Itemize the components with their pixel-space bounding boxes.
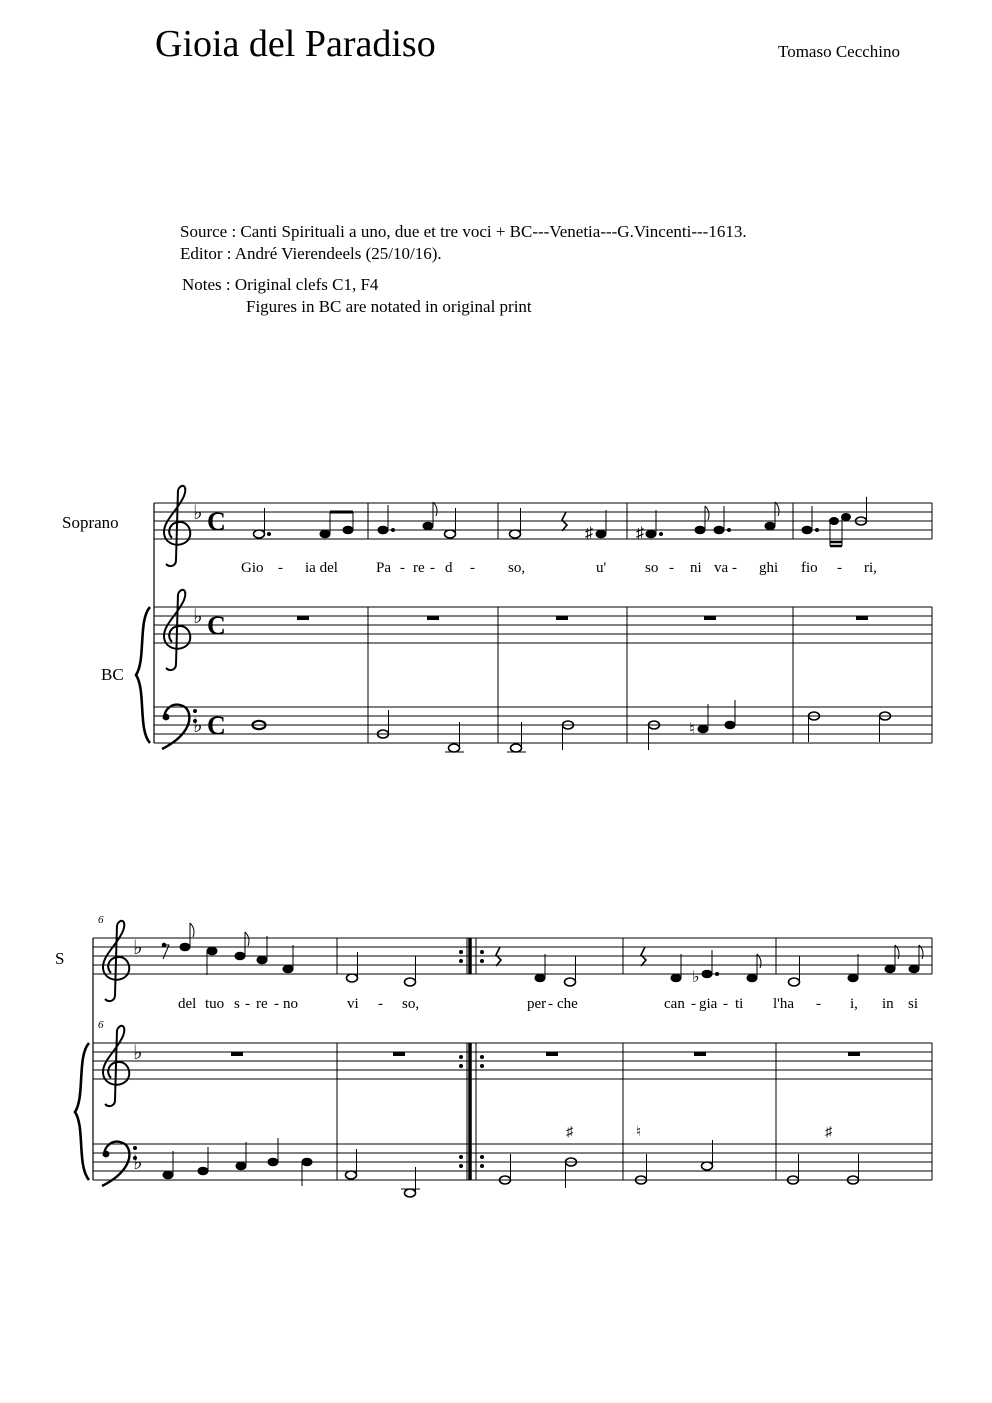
lyric: - xyxy=(691,996,696,1012)
lyric: l'ha xyxy=(773,996,795,1012)
flat-key-icon: ♭ xyxy=(193,715,203,737)
lyric: vi xyxy=(347,996,359,1012)
bc-label: BC xyxy=(101,665,124,684)
grand-staff-brace xyxy=(136,607,150,743)
figure: ♯ xyxy=(566,1125,573,1140)
lyric: - xyxy=(732,560,737,576)
lyric: ia del xyxy=(305,560,338,576)
lyric: - xyxy=(816,996,821,1012)
lyric: gia xyxy=(699,996,718,1012)
lyric: Pa xyxy=(376,560,391,576)
time-signature: C xyxy=(207,507,226,536)
whole-rests xyxy=(231,1052,860,1056)
bc-treble-staff xyxy=(93,1043,932,1180)
figure: ♮ xyxy=(636,1125,642,1140)
lyric: - xyxy=(274,996,279,1012)
soprano-short-label: S xyxy=(55,949,65,968)
lyric: - xyxy=(400,560,405,576)
treble-clef-icon xyxy=(164,590,190,670)
soprano-staff xyxy=(93,938,932,974)
lyric: in xyxy=(882,996,894,1012)
measure-number: 6 xyxy=(98,1019,104,1031)
lyric: - xyxy=(548,996,553,1012)
lyric: ti xyxy=(735,996,744,1012)
lyric: ri, xyxy=(864,560,877,576)
system-2 xyxy=(55,914,932,1197)
lyric: tuo xyxy=(205,996,225,1012)
lyric: che xyxy=(557,996,578,1012)
flat-key-icon: ♭ xyxy=(133,1042,143,1064)
editor-line: Editor : André Vierendeels (25/10/16). xyxy=(180,244,442,263)
bass-notes xyxy=(253,700,891,752)
lyric: - xyxy=(245,996,250,1012)
bc-treble-staff xyxy=(154,607,932,743)
svg-text:♯: ♯ xyxy=(636,525,644,542)
flat-key-icon: ♭ xyxy=(193,606,203,628)
notes-line: Notes : Original clefs C1, F4 xyxy=(182,275,379,294)
lyric: - xyxy=(723,996,728,1012)
system-1 xyxy=(62,486,932,752)
lyric: u' xyxy=(596,560,607,576)
lyric: so xyxy=(645,560,659,576)
flat-key-icon: ♭ xyxy=(133,1152,143,1174)
lyric: - xyxy=(470,560,475,576)
lyric: ghi xyxy=(759,560,779,576)
treble-clef-icon xyxy=(164,486,190,566)
lyric: s xyxy=(234,996,240,1012)
svg-text:♮: ♮ xyxy=(689,721,695,738)
bass-clef-icon xyxy=(102,1142,137,1186)
whole-rests xyxy=(297,616,868,620)
lyric: - xyxy=(837,560,842,576)
grand-staff-brace xyxy=(75,1043,89,1180)
lyric: - xyxy=(430,560,435,576)
bass-clef-icon xyxy=(162,705,197,749)
lyric: va xyxy=(714,560,729,576)
lyric: so, xyxy=(402,996,420,1012)
lyric: re xyxy=(256,996,268,1012)
bc-bass-staff xyxy=(93,1144,932,1180)
bass-notes xyxy=(163,1138,859,1197)
lyric: so, xyxy=(508,560,526,576)
composer-name: Tomaso Cecchino xyxy=(778,42,901,61)
flat-key-icon: ♭ xyxy=(193,502,203,524)
lyric: no xyxy=(283,996,298,1012)
lyric: i, xyxy=(850,996,858,1012)
lyric: per xyxy=(527,996,547,1012)
notes-figures-line: Figures in BC are notated in original print xyxy=(246,297,532,316)
lyric: d xyxy=(445,560,453,576)
lyrics-system-1 xyxy=(241,560,877,576)
lyric: ni xyxy=(690,560,702,576)
source-line: Source : Canti Spirituali a uno, due et tre voci + BC---Venetia---G.Vincenti---1613. xyxy=(180,222,747,241)
treble-clef-icon xyxy=(103,921,129,1001)
lyric: - xyxy=(669,560,674,576)
svg-text:♭: ♭ xyxy=(692,969,700,986)
time-signature: C xyxy=(207,711,226,740)
treble-clef-icon xyxy=(103,1026,129,1106)
soprano-label: Soprano xyxy=(62,513,119,532)
measure-number: 6 xyxy=(98,914,104,926)
lyric: re xyxy=(413,560,425,576)
lyric: Gio xyxy=(241,560,264,576)
flat-key-icon: ♭ xyxy=(133,937,143,959)
lyric: del xyxy=(178,996,197,1012)
lyric: si xyxy=(908,996,919,1012)
svg-text:♯: ♯ xyxy=(585,525,593,542)
lyric: - xyxy=(278,560,283,576)
soprano-notes xyxy=(162,923,923,986)
lyric: - xyxy=(378,996,383,1012)
lyric: can xyxy=(664,996,685,1012)
lyric: fio xyxy=(801,560,818,576)
piece-title: Gioia del Paradiso xyxy=(155,23,436,65)
time-signature: C xyxy=(207,611,226,640)
lyrics-system-2 xyxy=(178,996,918,1012)
figure: ♯ xyxy=(825,1125,832,1140)
figured-bass xyxy=(566,1125,833,1140)
